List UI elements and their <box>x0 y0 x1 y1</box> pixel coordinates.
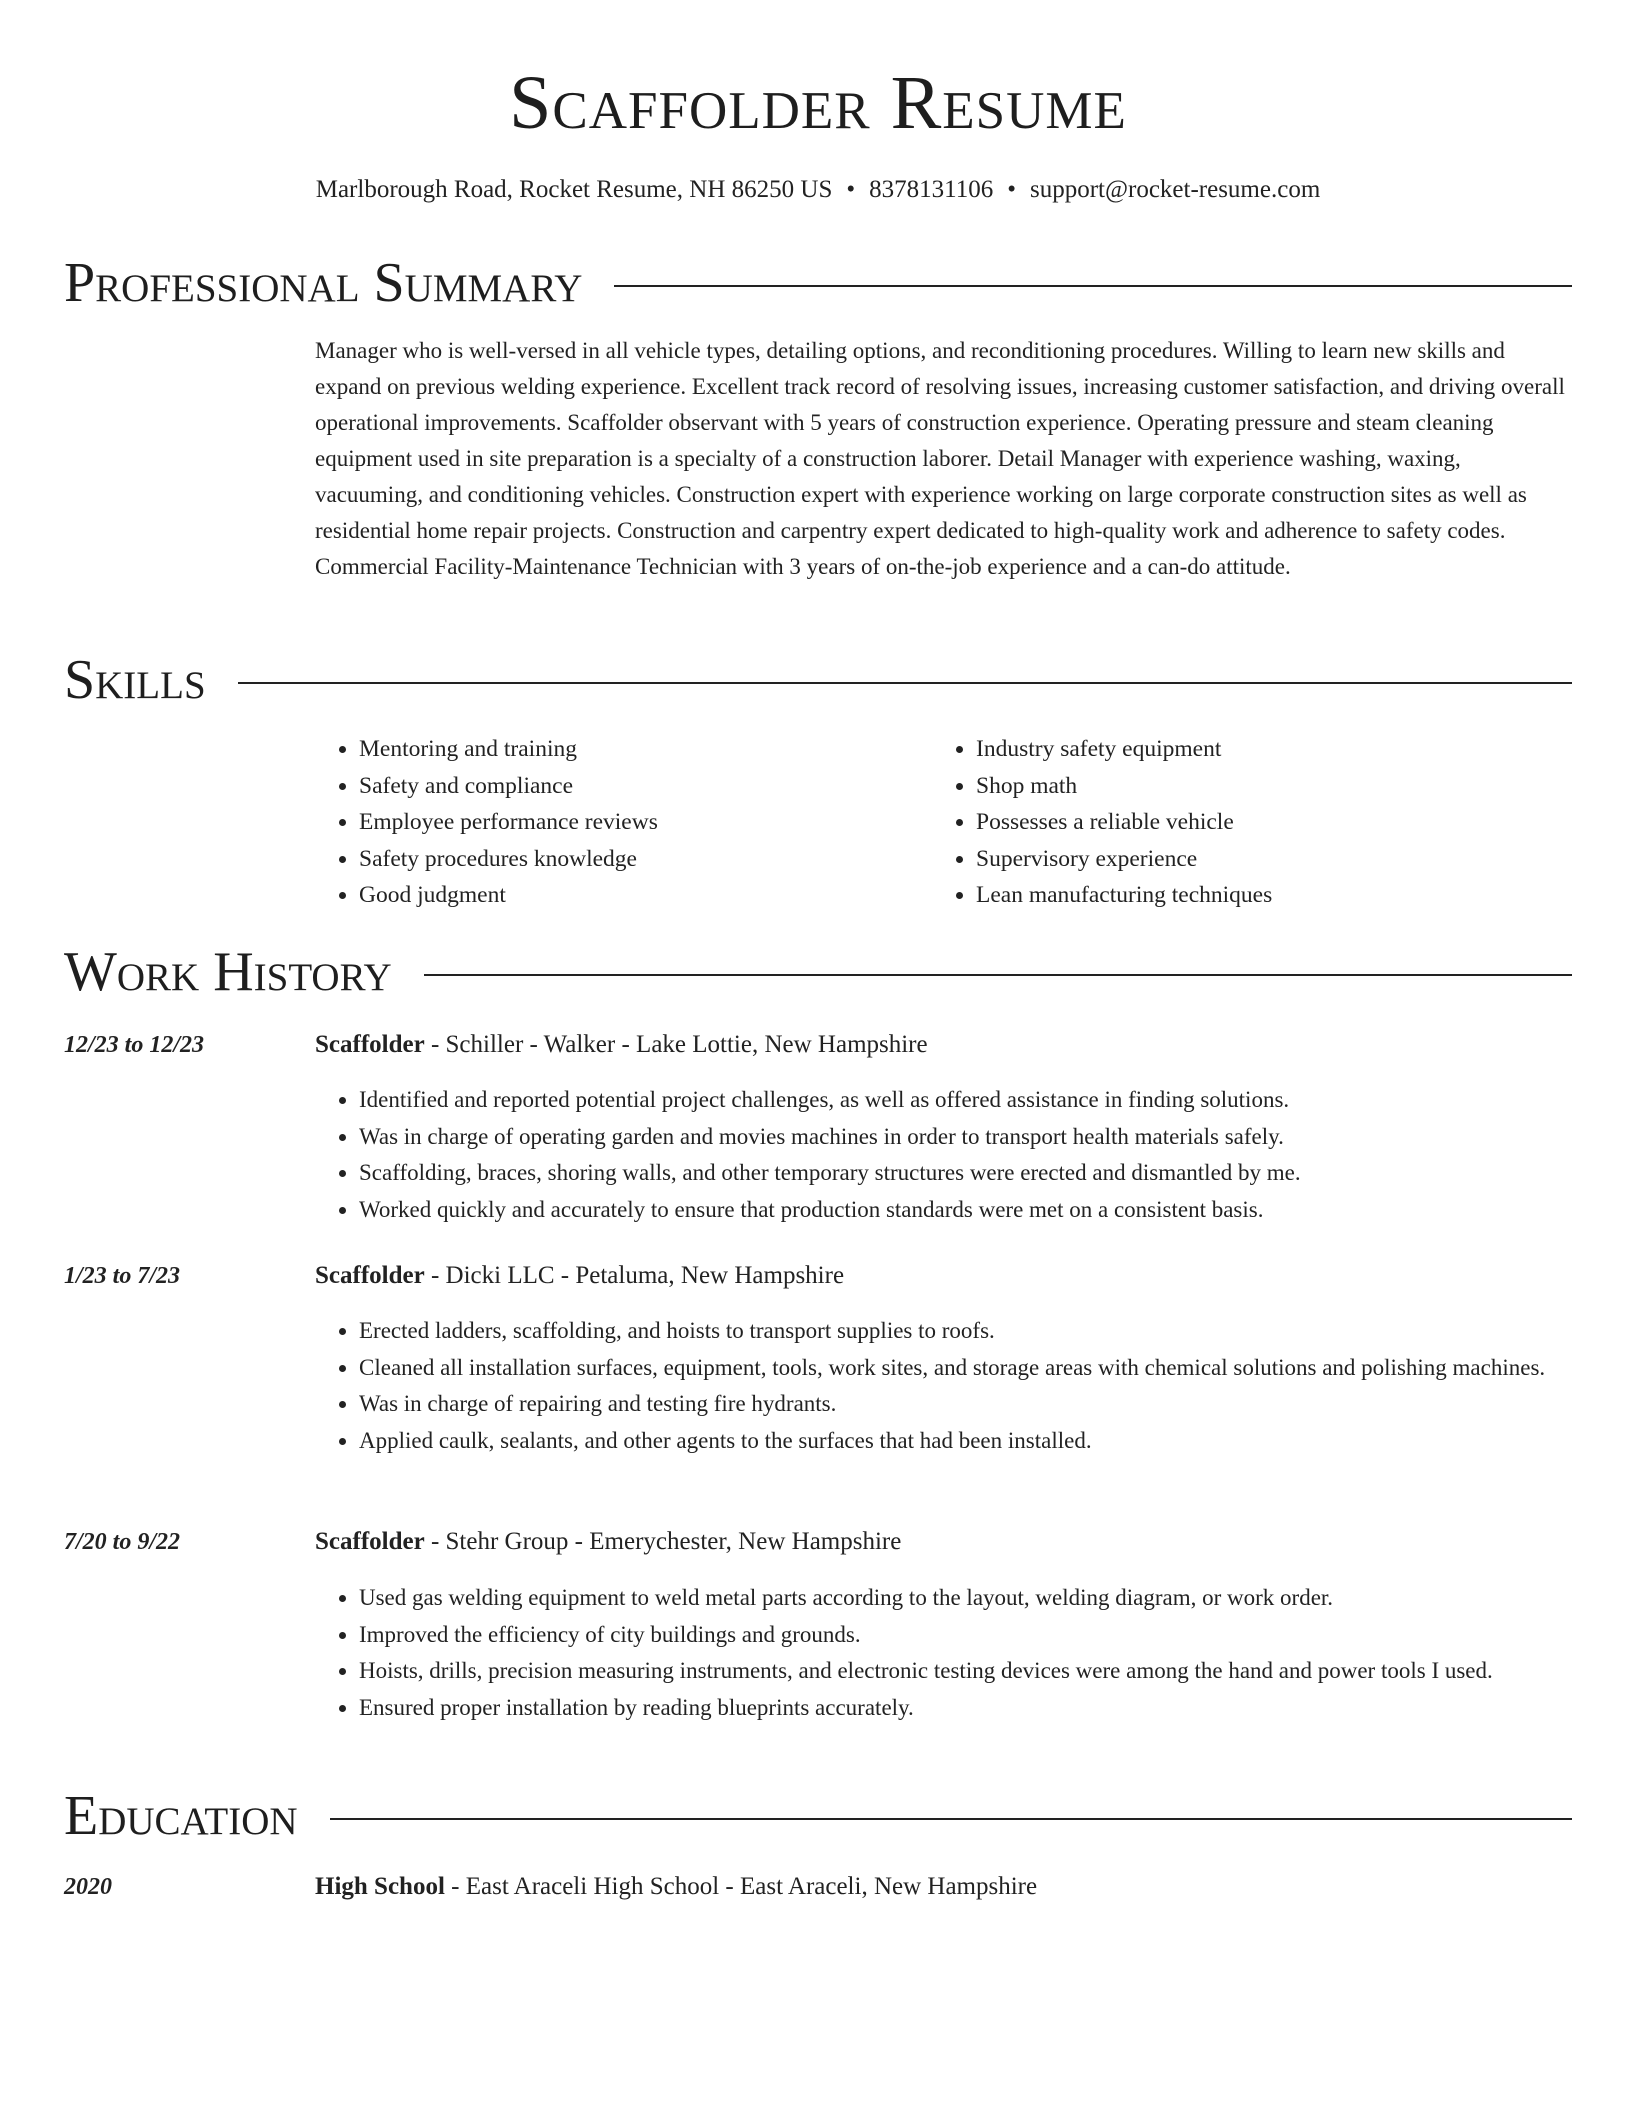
section-divider <box>238 682 1572 684</box>
job-heading <box>315 1030 1572 1060</box>
education-school-location: - East Araceli High School - East Araceli, New Hampshire <box>444 1873 1038 1900</box>
section-divider <box>330 1818 1572 1820</box>
job-bullet: • Erected ladders, scaffolding, and hoists to transport supplies to roofs. <box>359 1313 1572 1350</box>
contact-phone: 8378131106 <box>869 176 994 203</box>
skills-column-left <box>315 731 932 914</box>
skill-item: • Mentoring and training <box>359 731 932 768</box>
contact-line <box>64 175 1572 205</box>
job-bullet-list <box>315 1580 1572 1726</box>
job-bullet: • Was in charge of repairing and testing fire hydrants. <box>359 1386 1572 1423</box>
skill-item: • Shop math <box>976 768 1549 805</box>
job-bullet: • Improved the efficiency of city buildings and grounds. <box>359 1617 1572 1654</box>
skills-heading: Skills <box>64 649 206 711</box>
work-section-header <box>64 940 1572 1004</box>
education-year: 2020 <box>64 1874 112 1900</box>
education-heading: Education <box>64 1785 298 1847</box>
job-bullet-list <box>315 1313 1572 1459</box>
contact-address: Marlborough Road, Rocket Resume, NH 86250 US <box>315 176 833 203</box>
skills-column-right <box>932 731 1549 914</box>
job-bullet: • Worked quickly and accurately to ensure that production standards were met on a consistent basis. <box>359 1192 1572 1229</box>
job-dates: 1/23 to 7/23 <box>64 1263 181 1289</box>
skill-item: • Possesses a reliable vehicle <box>976 804 1549 841</box>
education-degree: High School <box>315 1873 445 1900</box>
section-divider <box>614 285 1572 287</box>
summary-section-header <box>64 251 1572 315</box>
education-entry <box>315 1872 1572 1902</box>
job-employer-location: - Stehr Group - Emerychester, New Hampshire <box>424 1528 902 1555</box>
job-heading <box>315 1261 1572 1291</box>
skill-item: • Supervisory experience <box>976 841 1549 878</box>
job-bullet: • Cleaned all installation surfaces, equipment, tools, work sites, and storage areas with chemical solutions and polishing machines. <box>359 1350 1572 1387</box>
work-heading: Work History <box>64 941 392 1003</box>
job-bullet: • Scaffolding, braces, shoring walls, and other temporary structures were erected and dismantled by me. <box>359 1155 1572 1192</box>
job-employer-location: - Dicki LLC - Petaluma, New Hampshire <box>424 1262 845 1289</box>
job-bullet: • Used gas welding equipment to weld metal parts according to the layout, welding diagram, or work order. <box>359 1580 1572 1617</box>
skill-item: • Employee performance reviews <box>359 804 932 841</box>
skill-item: • Safety and compliance <box>359 768 932 805</box>
job-bullet: • Identified and reported potential project challenges, as well as offered assistance in finding solutions. <box>359 1082 1572 1119</box>
skill-item: • Lean manufacturing techniques <box>976 877 1549 914</box>
job-employer-location: - Schiller - Walker - Lake Lottie, New Hampshire <box>424 1031 928 1058</box>
job-heading <box>315 1527 1572 1557</box>
skill-item: • Industry safety equipment <box>976 731 1549 768</box>
skill-item: • Good judgment <box>359 877 932 914</box>
job-title: Scaffolder <box>315 1528 425 1555</box>
job-dates: 7/20 to 9/22 <box>64 1529 181 1555</box>
job-title: Scaffolder <box>315 1031 425 1058</box>
job-dates: 12/23 to 12/23 <box>64 1032 205 1058</box>
contact-email[interactable]: support@rocket-resume.com <box>1029 176 1321 203</box>
skills-list <box>315 731 1572 914</box>
job-bullet: • Was in charge of operating garden and movies machines in order to transport health materials safely. <box>359 1119 1572 1156</box>
summary-heading: Professional Summary <box>64 252 583 314</box>
job-bullet: • Applied caulk, sealants, and other agents to the surfaces that had been installed. <box>359 1423 1572 1460</box>
skills-section-header <box>64 648 1572 712</box>
section-divider <box>424 974 1572 976</box>
education-section-header <box>64 1784 1572 1848</box>
job-bullet-list <box>315 1082 1572 1228</box>
skill-item: • Safety procedures knowledge <box>359 841 932 878</box>
job-bullet: • Ensured proper installation by reading blueprints accurately. <box>359 1690 1572 1727</box>
job-title: Scaffolder <box>315 1262 425 1289</box>
contact-separator: • <box>846 176 856 203</box>
job-bullet: • Hoists, drills, precision measuring instruments, and electronic testing devices were among the hand and power tools I used. <box>359 1653 1572 1690</box>
contact-separator: • <box>1007 176 1016 203</box>
summary-text: Manager who is well-versed in all vehicle types, detailing options, and reconditioning procedures. Willing to learn new skills and expand on previous welding experience. Excellent track record of resolving issues, increasing customer satisfaction, and driving overall operational improvements. Scaffolder observant with 5 years of construction experience. Operating pressure and steam cleaning equipment used in site preparation is a specialty of a construction laborer. Detail Manager with experience washing, waxing, vacuuming, and conditioning vehicles. Construction expert with experience working on large corporate construction sites as well as residential home repair projects. Construction and carpentry expert dedicated to high-quality work and adherence to safety codes. Commercial Facility-Maintenance Technician with 3 years of on-the-job experience and a can-do attitude. <box>315 338 1565 579</box>
page-title: Scaffolder Resume <box>509 61 1127 145</box>
